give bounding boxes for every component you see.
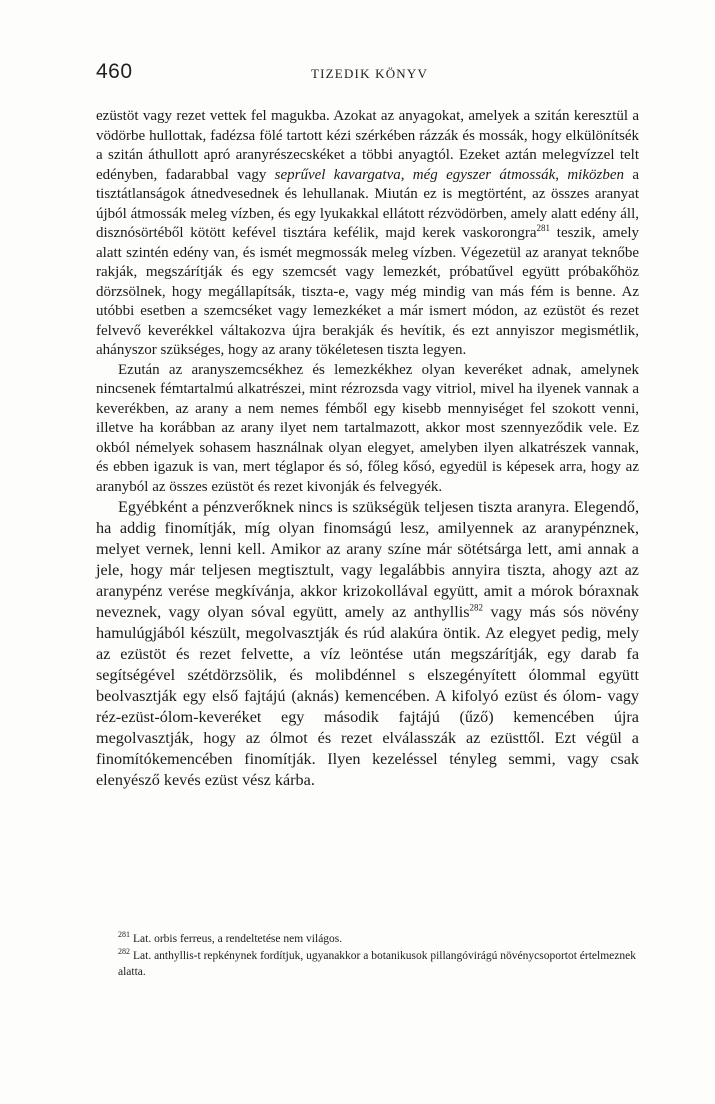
footnote-number: 281 <box>118 930 130 940</box>
paragraph-1-italic: seprűvel kavargatva, még egyszer átmossák, miközben <box>274 166 624 183</box>
main-text <box>96 107 639 791</box>
footnotes <box>96 931 639 981</box>
paragraph-1-text-b: a tisztátlanságok átnedvesednek és lehullanak. Miután ez is megtörtént, az összes aranyat újból átmossák meleg vízben, és egy lyukakkal ellátott rézvödörben, amely alatt edény áll, disznósörtéből kötött kefével tisztára kefélik, majd kerek vaskorongra <box>96 166 639 241</box>
footnote-text: Lat. anthyllis-t repkénynek fordítjuk, ugyanakkor a botanikusok pillangóvirágú növénycsoportot értelmeznek alatta. <box>118 949 636 978</box>
footnote-ref-281: 281 <box>536 223 550 233</box>
footnote-number: 282 <box>118 946 130 956</box>
paragraph-3 <box>96 497 639 791</box>
page-number: 460 <box>96 60 133 83</box>
footnote-ref-282: 282 <box>469 602 484 613</box>
footnote-281 <box>96 931 639 948</box>
footnote-text: Lat. orbis ferreus, a rendeltetése nem világos. <box>133 933 343 945</box>
running-title: TIZEDIK KÖNYV <box>311 66 429 81</box>
paragraph-2: Ezután az aranyszemcsékhez és lemezkékhez olyan keveréket adnak, amelynek nincsenek fémtartalmú alkatrészei, mint rézrozsda vagy vitriol, mivel ha ilyenek vannak a keverékben, az arany a nem nemes fémből egy kisebb mennyiséget fel szokott venni, illetve ha korábban az arany ilyet nem tartalmazott, akkor most szennyeződik vele. Ez okból némelyek sohasem használnak olyan elegyet, amelyben ilyen alkatrészek vannak, és ebben igazuk is van, mert téglapor és só, főleg kősó, egyedül is képesek arra, hogy az aranyból az összes ezüstöt és rezet kivonják és felvegyék. <box>96 361 639 495</box>
paragraph-3-text-b: vagy más sós növény hamulúgjából készült, megolvasztják és rúd alakúra öntik. Az elegyet pedig, mely az ezüstöt és rezet felvette, a víz leöntése után megszárítják, egy darab fa segítségével szétdörzsölik, és molibdénnel s elszegényített ólommal együtt beolvasztják egy első fajtájú (aknás) kemencében. A kifolyó ezüst és ólom- vagy réz-ezüst-ólom-keveréket egy második fajtájú (űző) kemencében újra megolvasztják, hogy az ólmot és rezet elválasszák az ezüsttől. Ezt végül a finomítókemencében finomítják. Ilyen kezeléssel tényleg semmi, vagy csak elenyésző kevés ezüst vész kárba. <box>96 603 639 789</box>
paragraph-1 <box>96 107 639 361</box>
paragraph-1-text-a: ezüstöt vagy rezet vettek fel magukba. Azokat az anyagokat, amelyek a szitán keresztül a vödörbe hullottak, fadézsa fölé tartott kézi szérkében rázzák és mossák, hogy elkülönítsék a szitán áthullott apró aranyrészecskéket a többi anyagtól. Ezeket aztán melegvízzel telt edényben, fadarabbal vagy <box>96 108 639 183</box>
page-header <box>96 60 636 90</box>
paragraph-3-text-a: Egyébként a pénzverőknek nincs is szükségük teljesen tiszta aranyra. Elegendő, ha addig finomítják, míg olyan finomságú lesz, amilyennek az aranypénznek, melyet vernek, lenni kell. Amikor az arany színe már sötétsárga lett, ami annak a jele, hogy már teljesen megtisztult, vagy legalábbis annyira tiszta, ahogy azt az aranypénz verése megkívánja, akkor krizokollával együtt, amit a mórok bóraxnak neveznek, vagy olyan sóval együtt, amely az anthyllis <box>96 498 639 621</box>
paragraph-1-text-c: teszik, amely alatt szintén edény van, és ismét megmossák meleg vízben. Végezetül az aranyat teknőbe rakják, megszárítják és egy szemcsét vagy lemezkét, próbatűvel együtt próbakőhöz dörzsölnek, hogy megállapítsák, tiszta-e, vagy még mindig van más fém is benne. Az utóbbi esetben a szemcséket vagy lemezkéket a már ismert módon, az ezüstöt és rezet felvevő keverékkel váltakozva újra berakják és hevítik, és ezt annyiszor megismétlik, ahányszor szükséges, hogy az arany tökéletesen tiszta legyen. <box>96 225 640 358</box>
footnote-282 <box>96 948 639 981</box>
